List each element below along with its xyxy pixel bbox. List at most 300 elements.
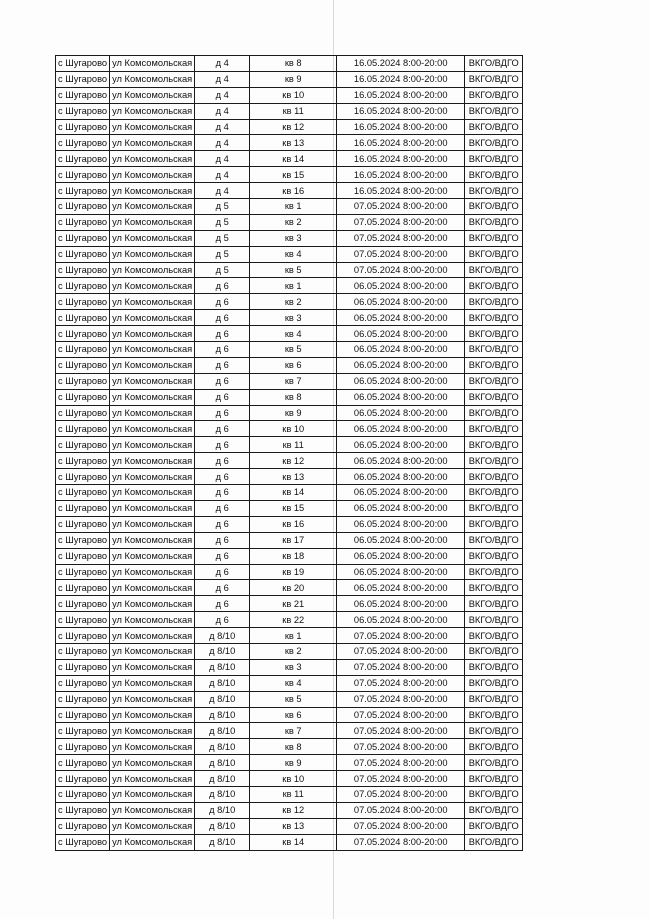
house-number-cell: д 5	[195, 199, 250, 215]
settlement-cell: с Шугарово	[56, 326, 110, 342]
inspection-date-cell: 06.05.2024 8:00-20:00	[337, 405, 465, 421]
street-cell: ул Комсомольская	[110, 485, 195, 501]
street-cell: ул Комсомольская	[110, 707, 195, 723]
house-number-cell: д 5	[195, 246, 250, 262]
settlement-cell: с Шугарово	[56, 87, 110, 103]
house-number-cell: д 6	[195, 342, 250, 358]
street-cell: ул Комсомольская	[110, 786, 195, 802]
house-number-cell: д 8/10	[195, 643, 250, 659]
settlement-cell: с Шугарово	[56, 675, 110, 691]
table-row	[56, 755, 523, 771]
inspection-date-cell: 07.05.2024 8:00-20:00	[337, 834, 465, 850]
inspection-date-cell: 16.05.2024 8:00-20:00	[337, 103, 465, 119]
table-row	[56, 802, 523, 818]
settlement-cell: с Шугарово	[56, 532, 110, 548]
service-type-cell: ВКГО/ВДГО	[465, 564, 523, 580]
table-row	[56, 230, 523, 246]
inspection-date-cell: 06.05.2024 8:00-20:00	[337, 612, 465, 628]
house-number-cell: д 8/10	[195, 691, 250, 707]
table-row	[56, 214, 523, 230]
service-type-cell: ВКГО/ВДГО	[465, 707, 523, 723]
service-type-cell: ВКГО/ВДГО	[465, 532, 523, 548]
inspection-date-cell: 07.05.2024 8:00-20:00	[337, 659, 465, 675]
settlement-cell: с Шугарово	[56, 310, 110, 326]
settlement-cell: с Шугарово	[56, 437, 110, 453]
house-number-cell: д 8/10	[195, 675, 250, 691]
street-cell: ул Комсомольская	[110, 834, 195, 850]
house-number-cell: д 8/10	[195, 802, 250, 818]
apartment-cell: кв 9	[250, 71, 337, 87]
service-type-cell: ВКГО/ВДГО	[465, 167, 523, 183]
inspection-date-cell: 16.05.2024 8:00-20:00	[337, 56, 465, 72]
street-cell: ул Комсомольская	[110, 294, 195, 310]
inspection-date-cell: 06.05.2024 8:00-20:00	[337, 485, 465, 501]
inspection-date-cell: 16.05.2024 8:00-20:00	[337, 119, 465, 135]
service-type-cell: ВКГО/ВДГО	[465, 357, 523, 373]
service-type-cell: ВКГО/ВДГО	[465, 310, 523, 326]
inspection-date-cell: 07.05.2024 8:00-20:00	[337, 691, 465, 707]
house-number-cell: д 6	[195, 580, 250, 596]
service-type-cell: ВКГО/ВДГО	[465, 230, 523, 246]
house-number-cell: д 8/10	[195, 786, 250, 802]
service-type-cell: ВКГО/ВДГО	[465, 246, 523, 262]
house-number-cell: д 6	[195, 437, 250, 453]
table-row	[56, 56, 523, 72]
settlement-cell: с Шугарово	[56, 167, 110, 183]
inspection-date-cell: 07.05.2024 8:00-20:00	[337, 675, 465, 691]
house-number-cell: д 5	[195, 214, 250, 230]
house-number-cell: д 8/10	[195, 755, 250, 771]
settlement-cell: с Шугарово	[56, 389, 110, 405]
service-type-cell: ВКГО/ВДГО	[465, 580, 523, 596]
house-number-cell: д 6	[195, 564, 250, 580]
settlement-cell: с Шугарово	[56, 246, 110, 262]
settlement-cell: с Шугарово	[56, 135, 110, 151]
settlement-cell: с Шугарово	[56, 771, 110, 787]
house-number-cell: д 6	[195, 421, 250, 437]
street-cell: ул Комсомольская	[110, 151, 195, 167]
street-cell: ул Комсомольская	[110, 405, 195, 421]
inspection-date-cell: 07.05.2024 8:00-20:00	[337, 739, 465, 755]
service-type-cell: ВКГО/ВДГО	[465, 834, 523, 850]
street-cell: ул Комсомольская	[110, 771, 195, 787]
service-type-cell: ВКГО/ВДГО	[465, 771, 523, 787]
settlement-cell: с Шугарово	[56, 723, 110, 739]
street-cell: ул Комсомольская	[110, 56, 195, 72]
inspection-date-cell: 07.05.2024 8:00-20:00	[337, 643, 465, 659]
house-number-cell: д 6	[195, 310, 250, 326]
settlement-cell: с Шугарово	[56, 485, 110, 501]
settlement-cell: с Шугарово	[56, 357, 110, 373]
apartment-cell: кв 22	[250, 612, 337, 628]
street-cell: ул Комсомольская	[110, 818, 195, 834]
service-type-cell: ВКГО/ВДГО	[465, 326, 523, 342]
service-type-cell: ВКГО/ВДГО	[465, 135, 523, 151]
table-row	[56, 628, 523, 644]
settlement-cell: с Шугарово	[56, 230, 110, 246]
street-cell: ул Комсомольская	[110, 596, 195, 612]
house-number-cell: д 4	[195, 56, 250, 72]
table-row	[56, 691, 523, 707]
apartment-cell: кв 12	[250, 802, 337, 818]
apartment-cell: кв 16	[250, 516, 337, 532]
apartment-cell: кв 7	[250, 723, 337, 739]
inspection-date-cell: 06.05.2024 8:00-20:00	[337, 532, 465, 548]
service-type-cell: ВКГО/ВДГО	[465, 739, 523, 755]
apartment-cell: кв 6	[250, 357, 337, 373]
table-row	[56, 659, 523, 675]
settlement-cell: с Шугарово	[56, 834, 110, 850]
street-cell: ул Комсомольская	[110, 278, 195, 294]
settlement-cell: с Шугарово	[56, 596, 110, 612]
apartment-cell: кв 6	[250, 707, 337, 723]
inspection-date-cell: 07.05.2024 8:00-20:00	[337, 230, 465, 246]
inspection-date-cell: 07.05.2024 8:00-20:00	[337, 802, 465, 818]
house-number-cell: д 6	[195, 294, 250, 310]
inspection-date-cell: 07.05.2024 8:00-20:00	[337, 723, 465, 739]
table-row	[56, 421, 523, 437]
apartment-cell: кв 18	[250, 548, 337, 564]
settlement-cell: с Шугарово	[56, 707, 110, 723]
street-cell: ул Комсомольская	[110, 453, 195, 469]
table-row	[56, 596, 523, 612]
settlement-cell: с Шугарово	[56, 659, 110, 675]
street-cell: ул Комсомольская	[110, 246, 195, 262]
inspection-date-cell: 06.05.2024 8:00-20:00	[337, 278, 465, 294]
street-cell: ул Комсомольская	[110, 691, 195, 707]
apartment-cell: кв 19	[250, 564, 337, 580]
apartment-cell: кв 11	[250, 103, 337, 119]
inspection-date-cell: 06.05.2024 8:00-20:00	[337, 294, 465, 310]
service-type-cell: ВКГО/ВДГО	[465, 485, 523, 501]
service-type-cell: ВКГО/ВДГО	[465, 818, 523, 834]
table-row	[56, 485, 523, 501]
service-type-cell: ВКГО/ВДГО	[465, 373, 523, 389]
apartment-cell: кв 9	[250, 405, 337, 421]
apartment-cell: кв 2	[250, 294, 337, 310]
settlement-cell: с Шугарово	[56, 469, 110, 485]
apartment-cell: кв 14	[250, 834, 337, 850]
service-type-cell: ВКГО/ВДГО	[465, 596, 523, 612]
settlement-cell: с Шугарово	[56, 214, 110, 230]
table-row	[56, 707, 523, 723]
inspection-date-cell: 06.05.2024 8:00-20:00	[337, 453, 465, 469]
street-cell: ул Комсомольская	[110, 310, 195, 326]
service-type-cell: ВКГО/ВДГО	[465, 675, 523, 691]
inspection-date-cell: 06.05.2024 8:00-20:00	[337, 516, 465, 532]
inspection-date-cell: 07.05.2024 8:00-20:00	[337, 214, 465, 230]
settlement-cell: с Шугарово	[56, 56, 110, 72]
apartment-cell: кв 21	[250, 596, 337, 612]
table-row	[56, 71, 523, 87]
inspection-date-cell: 07.05.2024 8:00-20:00	[337, 707, 465, 723]
settlement-cell: с Шугарово	[56, 294, 110, 310]
apartment-cell: кв 2	[250, 214, 337, 230]
street-cell: ул Комсомольская	[110, 755, 195, 771]
inspection-date-cell: 16.05.2024 8:00-20:00	[337, 183, 465, 199]
apartment-cell: кв 1	[250, 278, 337, 294]
settlement-cell: с Шугарово	[56, 119, 110, 135]
inspection-date-cell: 06.05.2024 8:00-20:00	[337, 548, 465, 564]
inspection-date-cell: 07.05.2024 8:00-20:00	[337, 818, 465, 834]
apartment-cell: кв 13	[250, 135, 337, 151]
inspection-date-cell: 06.05.2024 8:00-20:00	[337, 326, 465, 342]
house-number-cell: д 8/10	[195, 628, 250, 644]
settlement-cell: с Шугарово	[56, 278, 110, 294]
house-number-cell: д 6	[195, 326, 250, 342]
street-cell: ул Комсомольская	[110, 262, 195, 278]
inspection-date-cell: 07.05.2024 8:00-20:00	[337, 771, 465, 787]
apartment-cell: кв 15	[250, 167, 337, 183]
inspection-date-cell: 07.05.2024 8:00-20:00	[337, 786, 465, 802]
street-cell: ул Комсомольская	[110, 739, 195, 755]
service-type-cell: ВКГО/ВДГО	[465, 643, 523, 659]
inspection-date-cell: 06.05.2024 8:00-20:00	[337, 310, 465, 326]
settlement-cell: с Шугарово	[56, 405, 110, 421]
house-number-cell: д 6	[195, 485, 250, 501]
service-type-cell: ВКГО/ВДГО	[465, 262, 523, 278]
service-type-cell: ВКГО/ВДГО	[465, 723, 523, 739]
inspection-date-cell: 06.05.2024 8:00-20:00	[337, 596, 465, 612]
service-type-cell: ВКГО/ВДГО	[465, 119, 523, 135]
table-row	[56, 199, 523, 215]
service-type-cell: ВКГО/ВДГО	[465, 342, 523, 358]
street-cell: ул Комсомольская	[110, 516, 195, 532]
table-row	[56, 786, 523, 802]
table-row	[56, 739, 523, 755]
street-cell: ул Комсомольская	[110, 469, 195, 485]
apartment-cell: кв 20	[250, 580, 337, 596]
apartment-cell: кв 1	[250, 199, 337, 215]
house-number-cell: д 8/10	[195, 659, 250, 675]
house-number-cell: д 6	[195, 405, 250, 421]
apartment-cell: кв 14	[250, 151, 337, 167]
service-type-cell: ВКГО/ВДГО	[465, 71, 523, 87]
table-row	[56, 246, 523, 262]
settlement-cell: с Шугарово	[56, 151, 110, 167]
table-row	[56, 183, 523, 199]
inspection-date-cell: 06.05.2024 8:00-20:00	[337, 437, 465, 453]
service-type-cell: ВКГО/ВДГО	[465, 786, 523, 802]
apartment-cell: кв 9	[250, 755, 337, 771]
inspection-date-cell: 06.05.2024 8:00-20:00	[337, 373, 465, 389]
table-row	[56, 818, 523, 834]
inspection-date-cell: 07.05.2024 8:00-20:00	[337, 755, 465, 771]
apartment-cell: кв 8	[250, 56, 337, 72]
table-row	[56, 167, 523, 183]
apartment-cell: кв 11	[250, 786, 337, 802]
apartment-cell: кв 14	[250, 485, 337, 501]
settlement-cell: с Шугарово	[56, 739, 110, 755]
settlement-cell: с Шугарово	[56, 548, 110, 564]
service-type-cell: ВКГО/ВДГО	[465, 691, 523, 707]
settlement-cell: с Шугарово	[56, 628, 110, 644]
table-row	[56, 532, 523, 548]
apartment-cell: кв 3	[250, 230, 337, 246]
service-type-cell: ВКГО/ВДГО	[465, 56, 523, 72]
street-cell: ул Комсомольская	[110, 659, 195, 675]
street-cell: ул Комсомольская	[110, 87, 195, 103]
street-cell: ул Комсомольская	[110, 723, 195, 739]
inspection-date-cell: 07.05.2024 8:00-20:00	[337, 262, 465, 278]
house-number-cell: д 6	[195, 500, 250, 516]
street-cell: ул Комсомольская	[110, 548, 195, 564]
house-number-cell: д 4	[195, 135, 250, 151]
table-row	[56, 643, 523, 659]
table-row	[56, 357, 523, 373]
street-cell: ул Комсомольская	[110, 135, 195, 151]
table-row	[56, 103, 523, 119]
settlement-cell: с Шугарово	[56, 755, 110, 771]
apartment-cell: кв 5	[250, 262, 337, 278]
street-cell: ул Комсомольская	[110, 437, 195, 453]
house-number-cell: д 6	[195, 532, 250, 548]
settlement-cell: с Шугарово	[56, 71, 110, 87]
street-cell: ул Комсомольская	[110, 421, 195, 437]
apartment-cell: кв 15	[250, 500, 337, 516]
inspection-date-cell: 07.05.2024 8:00-20:00	[337, 628, 465, 644]
table-row	[56, 294, 523, 310]
street-cell: ул Комсомольская	[110, 214, 195, 230]
apartment-cell: кв 16	[250, 183, 337, 199]
street-cell: ул Комсомольская	[110, 580, 195, 596]
settlement-cell: с Шугарово	[56, 199, 110, 215]
settlement-cell: с Шугарово	[56, 421, 110, 437]
apartment-cell: кв 4	[250, 246, 337, 262]
settlement-cell: с Шугарово	[56, 564, 110, 580]
house-number-cell: д 8/10	[195, 707, 250, 723]
service-type-cell: ВКГО/ВДГО	[465, 87, 523, 103]
service-type-cell: ВКГО/ВДГО	[465, 628, 523, 644]
table-row	[56, 548, 523, 564]
apartment-cell: кв 4	[250, 675, 337, 691]
street-cell: ул Комсомольская	[110, 342, 195, 358]
house-number-cell: д 4	[195, 71, 250, 87]
street-cell: ул Комсомольская	[110, 71, 195, 87]
house-number-cell: д 4	[195, 87, 250, 103]
settlement-cell: с Шугарово	[56, 262, 110, 278]
street-cell: ул Комсомольская	[110, 103, 195, 119]
table-row	[56, 437, 523, 453]
house-number-cell: д 8/10	[195, 818, 250, 834]
settlement-cell: с Шугарово	[56, 818, 110, 834]
settlement-cell: с Шугарово	[56, 643, 110, 659]
house-number-cell: д 6	[195, 389, 250, 405]
settlement-cell: с Шугарово	[56, 453, 110, 469]
street-cell: ул Комсомольская	[110, 230, 195, 246]
house-number-cell: д 6	[195, 453, 250, 469]
apartment-cell: кв 10	[250, 87, 337, 103]
service-type-cell: ВКГО/ВДГО	[465, 548, 523, 564]
service-type-cell: ВКГО/ВДГО	[465, 802, 523, 818]
table-row	[56, 453, 523, 469]
apartment-cell: кв 13	[250, 469, 337, 485]
house-number-cell: д 6	[195, 612, 250, 628]
inspection-date-cell: 06.05.2024 8:00-20:00	[337, 469, 465, 485]
inspection-date-cell: 16.05.2024 8:00-20:00	[337, 167, 465, 183]
service-type-cell: ВКГО/ВДГО	[465, 214, 523, 230]
inspection-date-cell: 16.05.2024 8:00-20:00	[337, 135, 465, 151]
table-row	[56, 326, 523, 342]
inspection-date-cell: 16.05.2024 8:00-20:00	[337, 87, 465, 103]
table-row	[56, 771, 523, 787]
street-cell: ул Комсомольская	[110, 167, 195, 183]
table-row	[56, 516, 523, 532]
inspection-date-cell: 06.05.2024 8:00-20:00	[337, 421, 465, 437]
house-number-cell: д 4	[195, 119, 250, 135]
table-row	[56, 87, 523, 103]
schedule-table	[55, 55, 523, 851]
service-type-cell: ВКГО/ВДГО	[465, 659, 523, 675]
service-type-cell: ВКГО/ВДГО	[465, 437, 523, 453]
inspection-date-cell: 06.05.2024 8:00-20:00	[337, 580, 465, 596]
settlement-cell: с Шугарово	[56, 691, 110, 707]
house-number-cell: д 6	[195, 357, 250, 373]
table-row	[56, 389, 523, 405]
house-number-cell: д 8/10	[195, 834, 250, 850]
service-type-cell: ВКГО/ВДГО	[465, 755, 523, 771]
street-cell: ул Комсомольская	[110, 532, 195, 548]
table-row	[56, 278, 523, 294]
apartment-cell: кв 3	[250, 659, 337, 675]
street-cell: ул Комсомольская	[110, 199, 195, 215]
apartment-cell: кв 13	[250, 818, 337, 834]
inspection-date-cell: 16.05.2024 8:00-20:00	[337, 151, 465, 167]
service-type-cell: ВКГО/ВДГО	[465, 612, 523, 628]
table-row	[56, 342, 523, 358]
apartment-cell: кв 17	[250, 532, 337, 548]
service-type-cell: ВКГО/ВДГО	[465, 516, 523, 532]
street-cell: ул Комсомольская	[110, 675, 195, 691]
street-cell: ул Комсомольская	[110, 802, 195, 818]
table-row	[56, 310, 523, 326]
table-row	[56, 612, 523, 628]
house-number-cell: д 4	[195, 103, 250, 119]
service-type-cell: ВКГО/ВДГО	[465, 183, 523, 199]
service-type-cell: ВКГО/ВДГО	[465, 500, 523, 516]
house-number-cell: д 4	[195, 183, 250, 199]
apartment-cell: кв 8	[250, 389, 337, 405]
settlement-cell: с Шугарово	[56, 103, 110, 119]
service-type-cell: ВКГО/ВДГО	[465, 294, 523, 310]
house-number-cell: д 6	[195, 548, 250, 564]
service-type-cell: ВКГО/ВДГО	[465, 103, 523, 119]
settlement-cell: с Шугарово	[56, 183, 110, 199]
house-number-cell: д 8/10	[195, 723, 250, 739]
table-row	[56, 500, 523, 516]
table-row	[56, 723, 523, 739]
table-row	[56, 469, 523, 485]
service-type-cell: ВКГО/ВДГО	[465, 389, 523, 405]
inspection-date-cell: 16.05.2024 8:00-20:00	[337, 71, 465, 87]
table-row	[56, 119, 523, 135]
settlement-cell: с Шугарово	[56, 373, 110, 389]
table-row	[56, 580, 523, 596]
street-cell: ул Комсомольская	[110, 612, 195, 628]
apartment-cell: кв 1	[250, 628, 337, 644]
house-number-cell: д 4	[195, 167, 250, 183]
street-cell: ул Комсомольская	[110, 389, 195, 405]
apartment-cell: кв 8	[250, 739, 337, 755]
apartment-cell: кв 10	[250, 771, 337, 787]
street-cell: ул Комсомольская	[110, 357, 195, 373]
street-cell: ул Комсомольская	[110, 628, 195, 644]
settlement-cell: с Шугарово	[56, 500, 110, 516]
house-number-cell: д 6	[195, 516, 250, 532]
street-cell: ул Комсомольская	[110, 564, 195, 580]
table-row	[56, 151, 523, 167]
table-row	[56, 262, 523, 278]
